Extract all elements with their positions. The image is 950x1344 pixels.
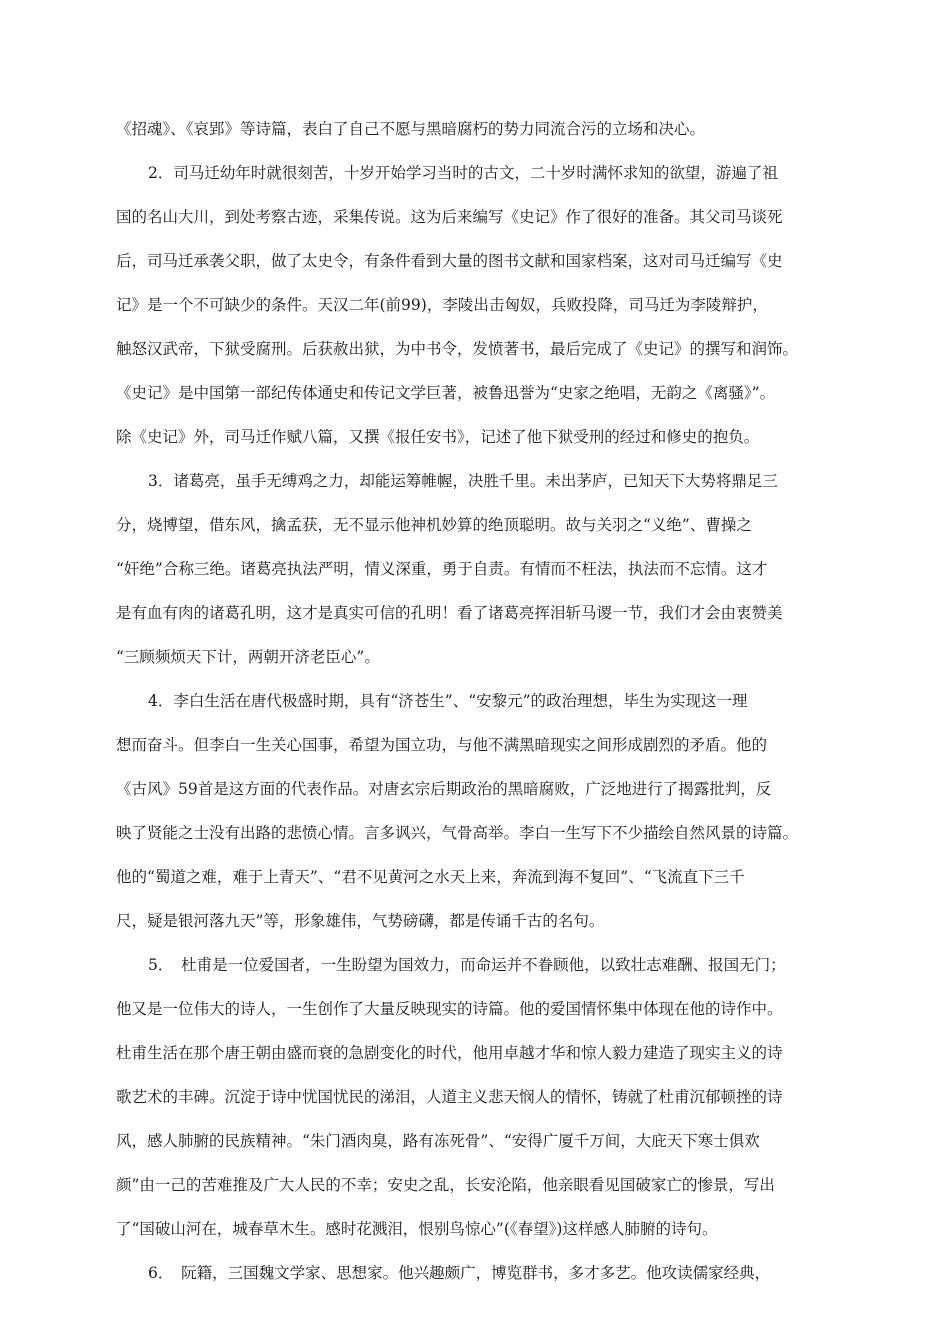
paragraph-4-start: 4．李白生活在唐代极盛时期，具有“济苍生”、“安黎元”的政治理想，毕生为实现这一理: [148, 692, 748, 710]
text-line: 除《史记》外，司马迁作赋八篇，又撰《报任安书》，记述了他下狱受刑的经过和修史的抱负。: [116, 428, 760, 446]
text-line: 分，烧博望，借东风，擒孟获，无不显示他神机妙算的绝顶聪明。故与关羽之“义绝”、曹操之: [116, 516, 752, 534]
text-line: “奸绝”合称三绝。诸葛亮执法严明，情义深重，勇于自责。有情而不枉法，执法而不忘情。这才: [116, 560, 768, 578]
text-line: 《招魂》、《哀郢》等诗篇，表白了自己不愿与黑暗腐朽的势力同流合污的立场和决心。: [116, 120, 706, 138]
paragraph-2-start: 2．司马迁幼年时就很刻苦，十岁开始学习当时的古文，二十岁时满怀求知的欲望，游遍了祖: [148, 164, 778, 182]
text-line: 后，司马迁承袭父职，做了太史令，有条件看到大量的图书文献和国家档案，这对司马迁编写《史: [116, 252, 783, 270]
paragraph-6-start: 6． 阮籍，三国魏文学家、思想家。他兴趣颇广，博览群书，多才多艺。他攻读儒家经典，: [148, 1264, 771, 1282]
text-line: 风，感人肺腑的民族精神。“朱门酒肉臭，路有冻死骨”、“安得广厦千万间，大庇天下寒士俱欢: [116, 1132, 760, 1150]
text-line: 颜”由一己的苦难推及广大人民的不幸；安史之乱，长安沦陷，他亲眼看见国破家亡的惨景，写出: [116, 1176, 775, 1194]
text-line: 想而奋斗。但李白一生关心国事，希望为国立功，与他不满黑暗现实之间形成剧烈的矛盾。他的: [116, 736, 768, 754]
text-line: 是有血有肉的诸葛孔明，这才是真实可信的孔明！看了诸葛亮挥泪斩马谡一节，我们才会由衷赞美: [116, 604, 783, 622]
text-line: 他的“蜀道之难，难于上青天”、“君不见黄河之水天上来，奔流到海不复回”、“飞流直下三千: [116, 868, 745, 886]
text-line: “三顾频烦天下计，两朝开济老臣心”。: [116, 648, 380, 666]
text-line: 尺，疑是银河落九天”等，形象雄伟，气势磅礴，都是传诵千古的名句。: [116, 912, 605, 930]
text-line: 歌艺术的丰碑。沉淀于诗中忧国忧民的涕泪，人道主义悲天悯人的情怀，铸就了杜甫沉郁顿挫的诗: [116, 1088, 783, 1106]
text-line: 杜甫生活在那个唐王朝由盛而衰的急剧变化的时代，他用卓越才华和惊人毅力建造了现实主义的诗: [116, 1044, 783, 1062]
paragraph-5-start: 5． 杜甫是一位爱国者，一生盼望为国效力，而命运并不眷顾他，以致壮志难酬、报国无门；: [148, 956, 786, 974]
text-line: 映了贤能之士没有出路的悲愤心情。言多讽兴，气骨高举。李白一生写下不少描绘自然风景的诗篇。: [116, 824, 799, 842]
text-line: 记》是一个不可缺少的条件。天汉二年(前99)，李陵出击匈奴，兵败投降，司马迁为李陵辩护，: [116, 296, 768, 314]
paragraph-3-start: 3．诸葛亮，虽手无缚鸡之力，却能运筹帷幄，决胜千里。未出茅庐，已知天下大势将鼎足三: [148, 472, 778, 490]
text-line: 他又是一位伟大的诗人，一生创作了大量反映现实的诗篇。他的爱国情怀集中体现在他的诗作中。: [116, 1000, 783, 1018]
text-line: 了“国破山河在，城春草木生。感时花溅泪，恨别鸟惊心”(《春望》)这样感人肺腑的诗句。: [116, 1220, 718, 1238]
text-line: 《古风》59首是这方面的代表作品。对唐玄宗后期政治的黑暗腐败，广泛地进行了揭露批判，反: [116, 780, 772, 798]
text-line: 国的名山大川，到处考察古迹，采集传说。这为后来编写《史记》作了很好的准备。其父司马谈死: [116, 208, 783, 226]
text-line: 《史记》是中国第一部纪传体通史和传记文学巨著，被鲁迅誉为“史家之绝唱，无韵之《离骚》”。: [116, 384, 776, 402]
text-line: 触怒汉武帝，下狱受腐刑。后获赦出狱，为中书令，发愤著书，最后完成了《史记》的撰写和润饰。: [116, 340, 799, 358]
